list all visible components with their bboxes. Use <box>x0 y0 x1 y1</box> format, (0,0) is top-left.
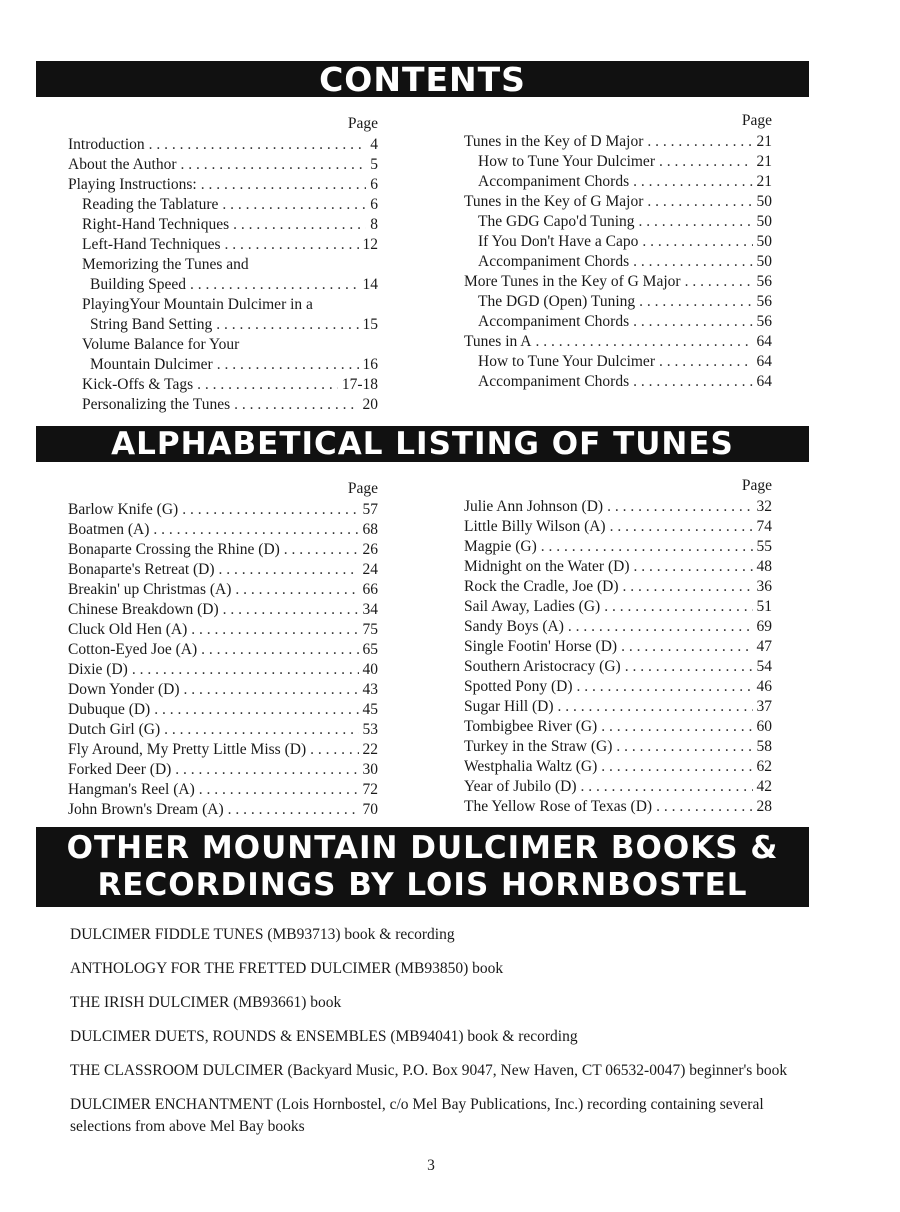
toc-entry <box>464 677 772 697</box>
entry-page: 45 <box>362 701 378 718</box>
entry-title: Building Speed <box>90 276 187 293</box>
entry-title: Sandy Boys (A) <box>464 618 564 635</box>
toc-entry <box>68 315 378 335</box>
entry-title: Little Billy Wilson (A) <box>464 518 606 535</box>
toc-entry <box>68 800 378 820</box>
entry-title: Down Yonder (D) <box>68 681 180 698</box>
dot-leader <box>191 620 358 640</box>
entry-page: 34 <box>362 601 378 618</box>
dot-leader <box>132 660 359 680</box>
entry-page: 53 <box>362 721 378 738</box>
dot-leader <box>607 497 752 517</box>
entry-title: PlayingYour Mountain Dulcimer in a <box>82 296 313 313</box>
toc-entry <box>464 332 772 352</box>
entry-title: Midnight on the Water (D) <box>464 558 630 575</box>
toc-entry <box>464 252 772 272</box>
dot-leader <box>633 172 752 192</box>
entry-page: 65 <box>362 641 378 658</box>
entry-page: 42 <box>756 778 772 795</box>
toc-entry <box>464 697 772 717</box>
entry-title: If You Don't Have a Capo <box>478 233 639 250</box>
dot-leader <box>577 677 753 697</box>
entry-title: Sail Away, Ladies (G) <box>464 598 601 615</box>
entry-page: 30 <box>362 761 378 778</box>
entry-title: Fly Around, My Pretty Little Miss (D) <box>68 741 307 758</box>
entry-page: 17-18 <box>341 376 378 393</box>
toc-entry <box>68 235 378 255</box>
entry-title: Reading the Tablature <box>82 196 219 213</box>
entry-page: 26 <box>362 541 378 558</box>
dot-leader <box>310 740 358 760</box>
toc-entry <box>464 312 772 332</box>
dot-leader <box>199 780 359 800</box>
toc-entry <box>464 557 772 577</box>
toc-entry <box>68 255 378 275</box>
entry-title: Tunes in the Key of G Major <box>464 193 644 210</box>
toc-entry <box>464 272 772 292</box>
toc-entry <box>68 680 378 700</box>
entry-page: 56 <box>756 293 772 310</box>
dot-leader <box>235 580 358 600</box>
toc-entry <box>464 352 772 372</box>
entry-title: Julie Ann Johnson (D) <box>464 498 604 515</box>
toc-entry <box>464 152 772 172</box>
contents-heading <box>36 61 809 97</box>
book-item: ANTHOLOGY FOR THE FRETTED DULCIMER (MB93850) book <box>70 960 504 977</box>
entry-page: 15 <box>362 316 378 333</box>
toc-entry <box>464 132 772 152</box>
other-books-heading-line2: RECORDINGS BY LOIS HORNBOSTEL <box>97 867 748 903</box>
alphabetical-right-column <box>464 477 772 817</box>
toc-entry <box>68 175 378 195</box>
entry-page: 37 <box>756 698 772 715</box>
entry-title: Magpie (G) <box>464 538 537 555</box>
toc-entry <box>68 500 378 520</box>
entry-page: 75 <box>362 621 378 638</box>
contents-right-column <box>464 112 772 392</box>
page-column-header: Page <box>741 112 772 129</box>
dot-leader <box>201 640 358 660</box>
toc-entry <box>68 335 378 355</box>
entry-title: Left-Hand Techniques <box>82 236 221 253</box>
page-column-header: Page <box>347 480 378 497</box>
entry-title: Dutch Girl (G) <box>68 721 161 738</box>
entry-page: 14 <box>362 276 378 293</box>
toc-entry <box>68 295 378 315</box>
entry-page: 12 <box>362 236 378 253</box>
entry-title: Southern Aristocracy (G) <box>464 658 621 675</box>
entry-page: 50 <box>756 193 772 210</box>
entry-page: 58 <box>756 738 772 755</box>
entry-title: Personalizing the Tunes <box>82 396 231 413</box>
toc-entry <box>464 617 772 637</box>
toc-entry <box>68 640 378 660</box>
dot-leader <box>639 212 753 232</box>
contents-left-column <box>68 115 378 415</box>
entry-title: Playing Instructions: <box>68 176 197 193</box>
entry-title: Breakin' up Christmas (A) <box>68 581 232 598</box>
entry-page: 48 <box>756 558 772 575</box>
entry-page: 69 <box>756 618 772 635</box>
entry-page: 16 <box>362 356 378 373</box>
entry-page: 21 <box>756 133 772 150</box>
alphabetical-left-column <box>68 480 378 820</box>
toc-entry <box>464 577 772 597</box>
dot-leader <box>153 520 358 540</box>
dot-leader <box>659 152 753 172</box>
dot-leader <box>190 275 358 295</box>
page-column-header: Page <box>741 477 772 494</box>
entry-page: 57 <box>362 501 378 518</box>
entry-title: String Band Setting <box>90 316 213 333</box>
dot-leader <box>621 637 752 657</box>
toc-entry <box>464 172 772 192</box>
dot-leader <box>601 717 752 737</box>
entry-page: 28 <box>756 798 772 815</box>
toc-entry <box>464 637 772 657</box>
entry-title: Introduction <box>68 136 145 153</box>
entry-title: John Brown's Dream (A) <box>68 801 224 818</box>
toc-entry <box>68 660 378 680</box>
entry-title: Accompaniment Chords <box>478 173 630 190</box>
entry-title: Sugar Hill (D) <box>464 698 554 715</box>
dot-leader <box>633 252 752 272</box>
entry-page: 68 <box>362 521 378 538</box>
toc-entry <box>68 155 378 175</box>
entry-title: Barlow Knife (G) <box>68 501 179 518</box>
dot-leader <box>234 395 358 415</box>
entry-page: 40 <box>362 661 378 678</box>
entry-title: Tunes in A <box>464 333 532 350</box>
dot-leader <box>225 235 359 255</box>
entry-title: Accompaniment Chords <box>478 253 630 270</box>
entry-page: 6 <box>370 176 378 193</box>
toc-entry <box>464 192 772 212</box>
entry-title: How to Tune Your Dulcimer <box>478 353 655 370</box>
dot-leader <box>182 500 358 520</box>
toc-entry <box>68 395 378 415</box>
entry-page: 56 <box>756 273 772 290</box>
dot-leader <box>633 372 752 392</box>
toc-entry <box>464 657 772 677</box>
dot-leader <box>601 757 752 777</box>
toc-entry <box>68 540 378 560</box>
entry-page: 24 <box>362 561 378 578</box>
book-item: THE IRISH DULCIMER (MB93661) book <box>70 994 342 1011</box>
dot-leader <box>149 135 367 155</box>
toc-entry <box>68 620 378 640</box>
entry-page: 60 <box>756 718 772 735</box>
toc-entry <box>68 780 378 800</box>
entry-title: Hangman's Reel (A) <box>68 781 195 798</box>
toc-entry <box>68 375 378 395</box>
entry-title: How to Tune Your Dulcimer <box>478 153 655 170</box>
dot-leader <box>181 155 367 175</box>
dot-leader <box>222 195 366 215</box>
dot-leader <box>647 192 752 212</box>
toc-entry <box>68 600 378 620</box>
entry-title: Bonaparte's Retreat (D) <box>68 561 215 578</box>
dot-leader <box>642 232 752 252</box>
toc-entry <box>68 355 378 375</box>
entry-title: Single Footin' Horse (D) <box>464 638 618 655</box>
dot-leader <box>164 720 358 740</box>
page-number: 3 <box>427 1157 435 1174</box>
entry-title: Dixie (D) <box>68 661 128 678</box>
dot-leader <box>535 332 752 352</box>
toc-entry <box>68 700 378 720</box>
dot-leader <box>201 175 367 195</box>
alphabetical-right-list <box>464 497 772 817</box>
contents-left-list <box>68 135 378 415</box>
toc-entry <box>68 580 378 600</box>
alphabetical-left-list <box>68 500 378 820</box>
entry-title: Bonaparte Crossing the Rhine (D) <box>68 541 280 558</box>
entry-page: 20 <box>362 396 378 413</box>
entry-title: Rock the Cradle, Joe (D) <box>464 578 619 595</box>
toc-entry <box>68 760 378 780</box>
dot-leader <box>233 215 366 235</box>
toc-entry <box>464 777 772 797</box>
entry-title: Memorizing the Tunes and <box>82 256 249 273</box>
toc-entry <box>464 232 772 252</box>
entry-page: 50 <box>756 253 772 270</box>
entry-title: Westphalia Waltz (G) <box>464 758 598 775</box>
entry-page: 32 <box>756 498 772 515</box>
entry-title: About the Author <box>68 156 177 173</box>
dot-leader <box>610 517 753 537</box>
entry-page: 55 <box>756 538 772 555</box>
dot-leader <box>685 272 753 292</box>
toc-entry <box>464 797 772 817</box>
book-item: DULCIMER ENCHANTMENT (Lois Hornbostel, c/o Mel Bay Publications, Inc.) recording containing several selections from above Mel Bay books <box>70 1096 764 1135</box>
toc-entry <box>464 597 772 617</box>
entry-page: 56 <box>756 313 772 330</box>
entry-page: 21 <box>756 153 772 170</box>
dot-leader <box>216 315 358 335</box>
toc-entry <box>464 737 772 757</box>
dot-leader <box>175 760 358 780</box>
dot-leader <box>581 777 753 797</box>
entry-title: Dubuque (D) <box>68 701 151 718</box>
entry-title: Kick-Offs & Tags <box>82 376 194 393</box>
entry-page: 54 <box>756 658 772 675</box>
entry-page: 66 <box>362 581 378 598</box>
entry-title: Forked Deer (D) <box>68 761 172 778</box>
toc-entry <box>68 740 378 760</box>
entry-page: 22 <box>362 741 378 758</box>
entry-page: 5 <box>370 156 378 173</box>
dot-leader <box>656 797 752 817</box>
book-item: DULCIMER FIDDLE TUNES (MB93713) book & recording <box>70 926 455 943</box>
dot-leader <box>154 700 358 720</box>
dot-leader <box>284 540 359 560</box>
dot-leader <box>217 355 359 375</box>
entry-title: Spotted Pony (D) <box>464 678 573 695</box>
dot-leader <box>184 680 359 700</box>
toc-entry <box>464 212 772 232</box>
contents-right-list <box>464 132 772 392</box>
page-column-header: Page <box>347 115 378 132</box>
dot-leader <box>639 292 752 312</box>
toc-entry <box>68 135 378 155</box>
dot-leader <box>568 617 753 637</box>
dot-leader <box>197 375 338 395</box>
book-item: THE CLASSROOM DULCIMER (Backyard Music, P.O. Box 9047, New Haven, CT 06532-0047) beginner's book <box>70 1062 788 1079</box>
toc-entry <box>464 372 772 392</box>
toc-entry <box>464 497 772 517</box>
entry-title: Accompaniment Chords <box>478 313 630 330</box>
dot-leader <box>623 577 753 597</box>
dot-leader <box>219 560 359 580</box>
alphabetical-heading-text: ALPHABETICAL LISTING OF TUNES <box>111 426 734 462</box>
toc-entry <box>464 292 772 312</box>
toc-entry <box>68 720 378 740</box>
entry-page: 36 <box>756 578 772 595</box>
entry-title: Tunes in the Key of D Major <box>464 133 644 150</box>
dot-leader <box>634 557 753 577</box>
entry-page: 21 <box>756 173 772 190</box>
entry-page: 64 <box>756 373 772 390</box>
toc-entry <box>68 560 378 580</box>
entry-page: 64 <box>756 333 772 350</box>
dot-leader <box>223 600 359 620</box>
alphabetical-heading <box>36 426 809 462</box>
dot-leader <box>558 697 753 717</box>
entry-page: 8 <box>370 216 378 233</box>
entry-title: Boatmen (A) <box>68 521 150 538</box>
entry-title: Year of Jubilo (D) <box>464 778 577 795</box>
toc-entry <box>464 757 772 777</box>
entry-page: 47 <box>756 638 772 655</box>
entry-title: The DGD (Open) Tuning <box>478 293 636 310</box>
entry-page: 62 <box>756 758 772 775</box>
toc-entry <box>68 275 378 295</box>
entry-title: Chinese Breakdown (D) <box>68 601 219 618</box>
dot-leader <box>616 737 752 757</box>
other-books-heading-line1: OTHER MOUNTAIN DULCIMER BOOKS & <box>66 830 779 866</box>
entry-title: Right-Hand Techniques <box>82 216 230 233</box>
toc-entry <box>68 520 378 540</box>
other-books-list <box>70 924 790 1150</box>
entry-title: The GDG Capo'd Tuning <box>478 213 635 230</box>
dot-leader <box>659 352 753 372</box>
entry-title: Turkey in the Straw (G) <box>464 738 613 755</box>
entry-title: Cotton-Eyed Joe (A) <box>68 641 198 658</box>
entry-page: 6 <box>370 196 378 213</box>
entry-title: Tombigbee River (G) <box>464 718 598 735</box>
entry-page: 50 <box>756 213 772 230</box>
entry-page: 72 <box>362 781 378 798</box>
toc-entry <box>68 195 378 215</box>
entry-page: 46 <box>756 678 772 695</box>
contents-heading-text: CONTENTS <box>319 60 526 99</box>
dot-leader <box>647 132 752 152</box>
dot-leader <box>541 537 753 557</box>
toc-entry <box>464 517 772 537</box>
entry-page: 4 <box>370 136 378 153</box>
dot-leader <box>633 312 752 332</box>
dot-leader <box>604 597 752 617</box>
dot-leader <box>625 657 753 677</box>
entry-page: 74 <box>756 518 772 535</box>
entry-page: 51 <box>756 598 772 615</box>
entry-title: The Yellow Rose of Texas (D) <box>464 798 653 815</box>
entry-title: Cluck Old Hen (A) <box>68 621 188 638</box>
entry-page: 43 <box>362 681 378 698</box>
dot-leader <box>228 800 359 820</box>
toc-entry <box>68 215 378 235</box>
other-books-heading <box>36 827 809 907</box>
entry-title: Mountain Dulcimer <box>90 356 213 373</box>
toc-entry <box>464 537 772 557</box>
entry-page: 50 <box>756 233 772 250</box>
toc-entry <box>464 717 772 737</box>
entry-title: Volume Balance for Your <box>82 336 240 353</box>
entry-title: Accompaniment Chords <box>478 373 630 390</box>
entry-page: 70 <box>362 801 378 818</box>
entry-page: 64 <box>756 353 772 370</box>
book-item: DULCIMER DUETS, ROUNDS & ENSEMBLES (MB94041) book & recording <box>70 1028 578 1045</box>
entry-title: More Tunes in the Key of G Major <box>464 273 681 290</box>
